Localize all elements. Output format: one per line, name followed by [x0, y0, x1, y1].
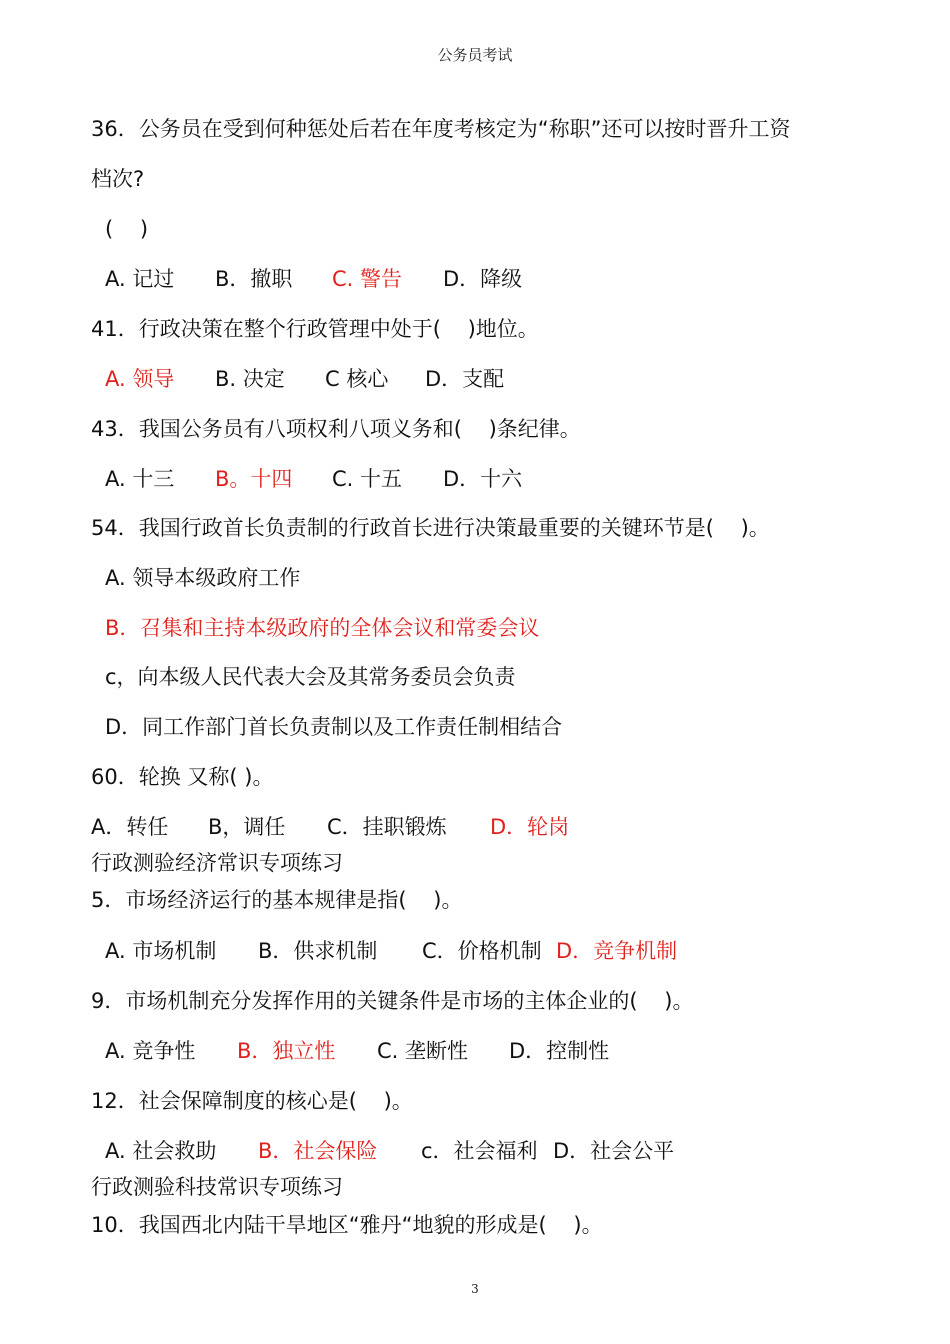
- q41-option-c: C 核心: [325, 367, 389, 391]
- question-60: 60．轮换 又称( )。: [91, 765, 274, 789]
- q12-option-c: c．社会福利: [421, 1139, 538, 1163]
- page-header: 公务员考试: [437, 46, 513, 64]
- q54-option-a: A. 领导本级政府工作: [105, 566, 301, 590]
- q36-option-a: A. 记过: [105, 267, 175, 291]
- q41-option-d: D．支配: [425, 367, 505, 391]
- section-heading-economics: 行政测验经济常识专项练习: [91, 851, 343, 875]
- question-5: 5．市场经济运行的基本规律是指( )。: [91, 888, 463, 912]
- q43-option-b-answer: B。十四: [215, 467, 293, 491]
- q43-option-c: C. 十五: [332, 467, 403, 491]
- q60-option-d-answer: D．轮岗: [490, 815, 570, 839]
- q12-option-b-answer: B．社会保险: [258, 1139, 378, 1163]
- q41-option-b: B. 决定: [215, 367, 285, 391]
- question-10: 10．我国西北内陆干旱地区“雅丹“地貌的形成是( )。: [91, 1213, 603, 1237]
- page-number: 3: [471, 1282, 479, 1296]
- question-54: 54．我国行政首长负责制的行政首长进行决策最重要的关键环节是( )。: [91, 516, 770, 540]
- q5-option-c: C．价格机制: [422, 939, 542, 963]
- q41-option-a-answer: A. 领导: [105, 367, 175, 391]
- question-36-line2: 档次?: [91, 167, 145, 191]
- q12-option-a: A. 社会救助: [105, 1139, 217, 1163]
- question-36-line1: 36．公务员在受到何种惩处后若在年度考核定为“称职”还可以按时晋升工资: [91, 117, 791, 141]
- q36-option-c-answer: C. 警告: [332, 267, 403, 291]
- q9-option-b-answer: B．独立性: [237, 1039, 336, 1063]
- q60-option-c: C．挂职锻炼: [327, 815, 447, 839]
- q5-option-b: B．供求机制: [258, 939, 378, 963]
- question-41: 41．行政决策在整个行政管理中处于( )地位。: [91, 317, 539, 341]
- question-36-blank: ( ): [105, 217, 149, 241]
- question-12: 12．社会保障制度的核心是( )。: [91, 1089, 413, 1113]
- q5-option-d-answer: D．竞争机制: [556, 939, 678, 963]
- q54-option-c: c，向本级人民代表大会及其常务委员会负责: [105, 665, 516, 689]
- q36-option-b: B．撤职: [215, 267, 293, 291]
- q54-option-d: D．同工作部门首长负责制以及工作责任制相结合: [105, 715, 563, 739]
- q9-option-a: A. 竞争性: [105, 1039, 196, 1063]
- section-heading-science: 行政测验科技常识专项练习: [91, 1175, 343, 1199]
- q60-option-a: A．转任: [91, 815, 169, 839]
- q43-option-d: D．十六: [443, 467, 523, 491]
- q43-option-a: A. 十三: [105, 467, 175, 491]
- q9-option-c: C. 垄断性: [377, 1039, 469, 1063]
- question-9: 9．市场机制充分发挥作用的关键条件是市场的主体企业的( )。: [91, 989, 694, 1013]
- q9-option-d: D．控制性: [509, 1039, 610, 1063]
- q5-option-a: A. 市场机制: [105, 939, 217, 963]
- q12-option-d: D．社会公平: [553, 1139, 675, 1163]
- q36-option-d: D．降级: [443, 267, 523, 291]
- question-43: 43．我国公务员有八项权利八项义务和( )条纪律。: [91, 417, 581, 441]
- q60-option-b: B，调任: [208, 815, 286, 839]
- q54-option-b-answer: B．召集和主持本级政府的全体会议和常委会议: [105, 616, 540, 640]
